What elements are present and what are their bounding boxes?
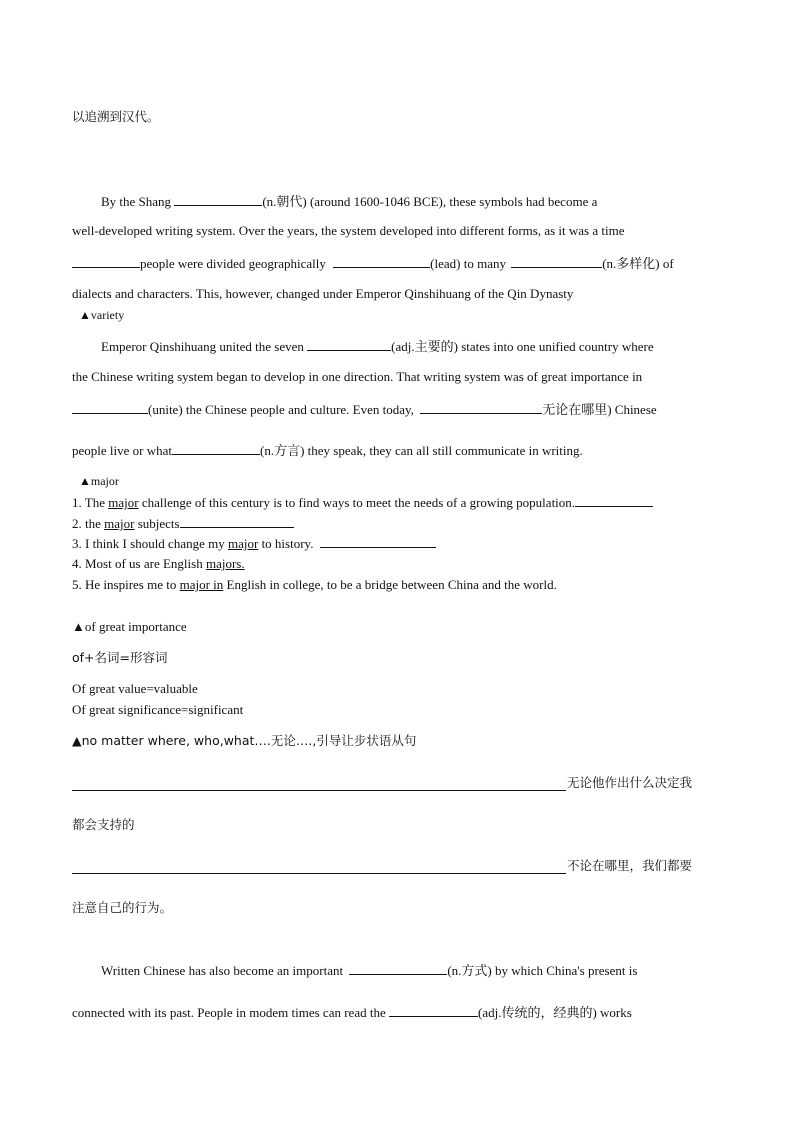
p1-text-1a: By the Shang <box>101 194 172 209</box>
p3-text-2a: connected with its past. People in modem times can read the <box>72 1005 386 1020</box>
importance-example-2: Of great significance=significant <box>72 702 244 717</box>
blank-unite[interactable] <box>72 401 148 414</box>
blank-wherever[interactable] <box>420 401 542 414</box>
major-sentence-5 <box>72 577 557 593</box>
major-s5-word: major in <box>179 577 224 592</box>
major-s2-word: major <box>104 516 135 531</box>
p3-text-2b: (adj.传统的，经典的) works <box>477 1005 632 1020</box>
major-s2-prefix: 2. the <box>72 516 105 531</box>
blank-variety[interactable] <box>511 255 602 268</box>
p3-line1 <box>101 962 637 979</box>
p3-line2 <box>72 1004 632 1021</box>
intro-tail: 以追溯到汉代。 <box>72 109 160 124</box>
p1-text-3c: (n.多样化) of <box>602 256 674 271</box>
blank-major-2[interactable] <box>180 515 294 528</box>
p2-line3 <box>72 401 657 418</box>
blank-dialect[interactable] <box>172 442 260 455</box>
major-sentence-1 <box>72 494 653 511</box>
major-s2-suffix: subjects <box>134 516 180 531</box>
p2-text-1b: (adj.主要的) states into one unified country where <box>391 339 654 354</box>
importance-title: ▲of great importance <box>72 619 187 634</box>
blank-dynasty[interactable] <box>174 193 262 206</box>
p1-line4: dialects and characters. This, however, changed under Emperor Qinshihuang of the Qin Dynasty <box>72 286 574 301</box>
blank-major-1[interactable] <box>575 494 653 507</box>
major-s3-suffix: to history. <box>258 536 314 551</box>
p1-text-1b: (n.朝代) (around 1600-1046 BCE), these symbols had become a <box>262 194 598 209</box>
p2-line1 <box>101 338 654 355</box>
major-s1-prefix: 1. The <box>72 495 109 510</box>
nomatter-title: ▲no matter where, who,what….无论….,引导让步状语从句 <box>72 733 417 748</box>
major-s1-suffix: challenge of this century is to find ways to meet the needs of a growing population. <box>138 495 576 510</box>
p2-text-1a: Emperor Qinshihuang united the seven <box>101 339 304 354</box>
major-s5-suffix: English in college, to be a bridge between China and the world. <box>223 577 557 592</box>
major-s4-prefix: 4. Most of us are English <box>72 556 206 571</box>
translation-1-prompt-a: 无论他作出什么决定我 <box>567 775 693 790</box>
blank-translation-1[interactable] <box>72 790 566 791</box>
blank-major-adj[interactable] <box>307 338 391 351</box>
major-s3-word: major <box>227 536 259 551</box>
note-variety: ▲variety <box>79 308 125 322</box>
blank-translation-2[interactable] <box>72 873 566 874</box>
p1-line1 <box>101 193 597 210</box>
blank-lead[interactable] <box>333 255 430 268</box>
major-s5-prefix: 5. He inspires me to <box>72 577 180 592</box>
translation-1-prompt-b: 都会支持的 <box>72 817 135 832</box>
translation-2-prompt-b: 注意自己的行为。 <box>72 900 173 915</box>
importance-rule: of+名词=形容词 <box>72 650 168 665</box>
p2-text-3b: 无论在哪里) Chinese <box>542 402 657 417</box>
blank-means[interactable] <box>349 962 447 975</box>
p2-text-4b: (n.方言) they speak, they can all still communicate in writing. <box>260 443 583 458</box>
p1-text-3b: (lead) to many <box>430 256 506 271</box>
major-sentence-2 <box>72 515 294 532</box>
importance-example-1: Of great value=valuable <box>72 681 198 696</box>
p2-text-4a: people live or what <box>72 443 172 458</box>
blank-when[interactable] <box>72 255 140 268</box>
p2-line4 <box>72 442 583 459</box>
blank-major-3[interactable] <box>320 535 436 548</box>
p3-text-1a: Written Chinese has also become an important <box>101 963 344 978</box>
major-s4-word: majors. <box>205 556 245 571</box>
p2-text-3a: (unite) the Chinese people and culture. Even today, <box>148 402 414 417</box>
p1-text-3a: people were divided geographically <box>140 256 326 271</box>
translation-2-prompt-a: 不论在哪里，我们都要 <box>567 858 693 873</box>
blank-classic[interactable] <box>389 1004 478 1017</box>
major-s1-word: major <box>108 495 139 510</box>
p2-line2: the Chinese writing system began to develop in one direction. That writing system was of great importance in <box>72 369 643 384</box>
p3-text-1b: (n.方式) by which China's present is <box>447 963 638 978</box>
p1-line3 <box>72 255 674 272</box>
major-sentence-3 <box>72 535 436 552</box>
major-title: ▲major <box>79 474 119 488</box>
major-sentence-4 <box>72 556 245 572</box>
major-s3-prefix: 3. I think I should change my <box>72 536 228 551</box>
p1-line2: well-developed writing system. Over the years, the system developed into different forms, as it was a time <box>72 223 625 238</box>
